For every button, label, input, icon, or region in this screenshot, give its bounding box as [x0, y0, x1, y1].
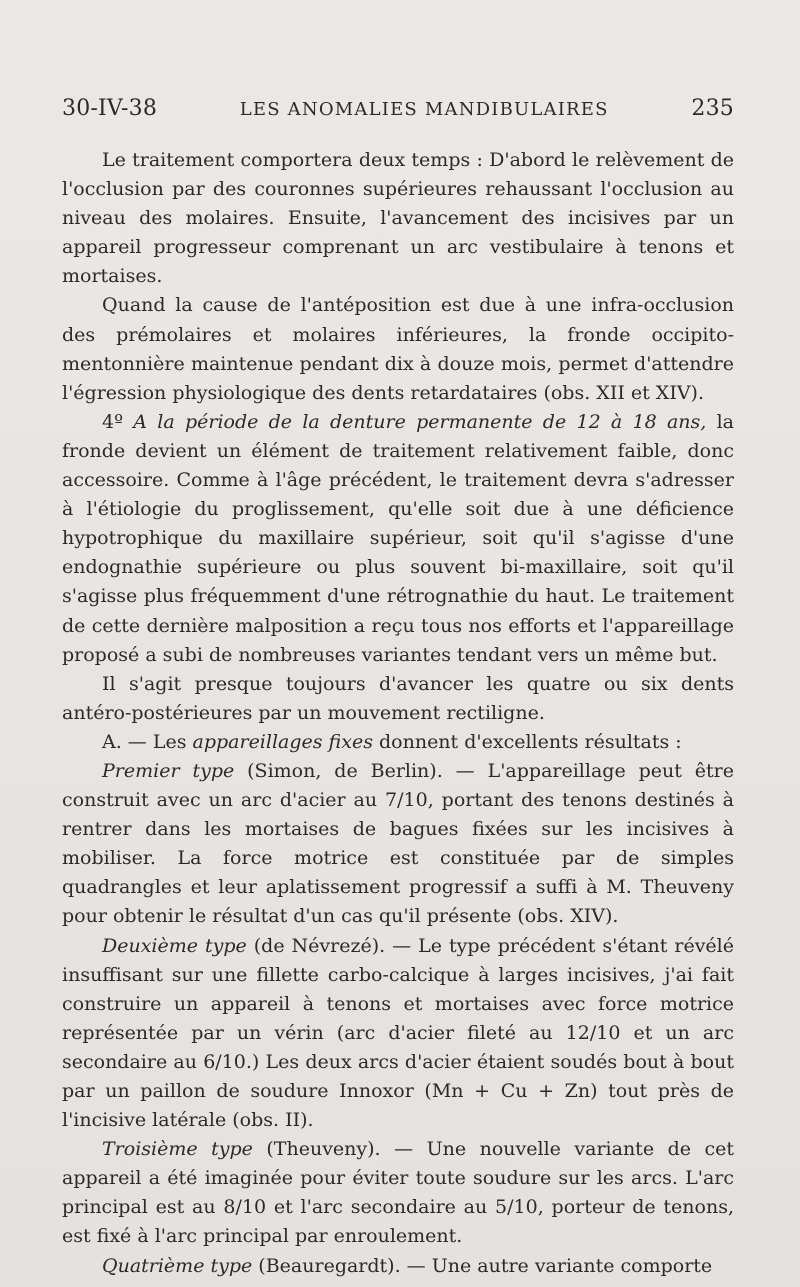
header-title: LES ANOMALIES MANDIBULAIRES: [239, 99, 609, 120]
paragraph-third-type: [62, 1135, 734, 1251]
body-text: [62, 146, 734, 1281]
italic-heading: appareillages fixes: [192, 730, 373, 753]
paragraph-infra-occlusion: [62, 291, 734, 407]
paragraph-text: la fronde devient un élément de traitement relativement faible, donc accessoire. Comme à l'âge précédent, le traitement devra s'adresser à l'étiologie du proglissement, qu'elle soit due à une déficience hypotrophique du maxillaire supérieur, soit qu'il s'agisse d'une endognathie supérieure ou plus souvent bi-maxillaire, soit qu'il s'agisse plus fréquemment d'une rétrognathie du haut. Le traitement de cette dernière malposition a reçu tous nos efforts et l'appareillage proposé a subi de nombreuses variantes tendant vers un même but.: [62, 410, 735, 666]
paragraph-text: Il s'agit presque toujours d'avancer les quatre ou six dents antéro-postérieures par un mouvement rectiligne.: [62, 672, 734, 724]
paragraph-text: Le traitement comportera deux temps : D'abord le relèvement de l'occlusion par des couronnes supérieures rehaussant l'occlusion au niveau des molaires. Ensuite, l'avancement des incisives par un appareil progresseur comprenant un arc vestibulaire à tenons et mortaises.: [62, 149, 734, 288]
paragraph-fixed-appliances: [62, 728, 734, 757]
paragraph-rectilinear-movement: [62, 670, 734, 728]
page-number: 235: [691, 96, 734, 121]
paragraph-second-type: [62, 932, 734, 1136]
section-number: 4º: [102, 410, 134, 433]
italic-heading: Quatrième type: [102, 1254, 253, 1277]
paragraph-text: (Simon, de Berlin). — L'appareillage peut être construit avec un arc d'acier au 7/10, portant des tenons destinés à rentrer dans les mortaises de bagues fixées sur les incisives à mobiliser. La force motrice est constituée par de simples quadrangles et leur aplatissement progressif a suffi à M. Theuveny pour obtenir le résultat d'un cas qu'il présente (obs. XIV).: [62, 759, 734, 928]
section-label: A. — Les: [102, 730, 193, 753]
paragraph-permanent-dentition: [62, 408, 734, 670]
italic-heading: Premier type: [102, 759, 235, 782]
italic-heading: A la période de la denture permanente de 12 à 18 ans,: [133, 410, 707, 433]
paragraph-text: (Theuveny). — Une nouvelle variante de cet appareil a été imaginée pour éviter toute soudure sur les arcs. L'arc principal est au 8/10 et l'arc secondaire au 5/10, porteur de tenons, est fixé à l'arc principal par enroulement.: [62, 1138, 734, 1248]
header-date: 30-IV-38: [62, 96, 158, 121]
paragraph-treatment-phases: [62, 146, 734, 291]
paragraph-text: Quand la cause de l'antéposition est due à une infra-occlusion des prémolaires et molaires inférieures, la fronde occipito-mentonnière maintenue pendant dix à douze mois, permet d'attendre l'égression physiologique des dents retardataires (obs. XII et XIV).: [62, 294, 734, 404]
italic-heading: Deuxième type: [102, 934, 247, 957]
paragraph-text: donnent d'excellents résultats :: [372, 730, 682, 753]
paragraph-text: (Beauregardt). — Une autre variante comporte: [252, 1254, 713, 1277]
paragraph-fourth-type: [62, 1252, 734, 1281]
italic-heading: Troisième type: [102, 1138, 253, 1161]
paragraph-text: (de Névrezé). — Le type précédent s'étant révélé insuffisant sur une fillette carbo-calcique à larges incisives, j'ai fait construire un appareil à tenons et mortaises avec force motrice représentée par un vérin (arc d'acier fileté au 12/10 et un arc secondaire au 6/10.) Les deux arcs d'acier étaient soudés bout à bout par un paillon de soudure Innoxor (Mn + Cu + Zn) tout près de l'incisive latérale (obs. II).: [62, 934, 734, 1132]
paragraph-first-type: [62, 757, 734, 932]
running-header: [62, 96, 734, 130]
